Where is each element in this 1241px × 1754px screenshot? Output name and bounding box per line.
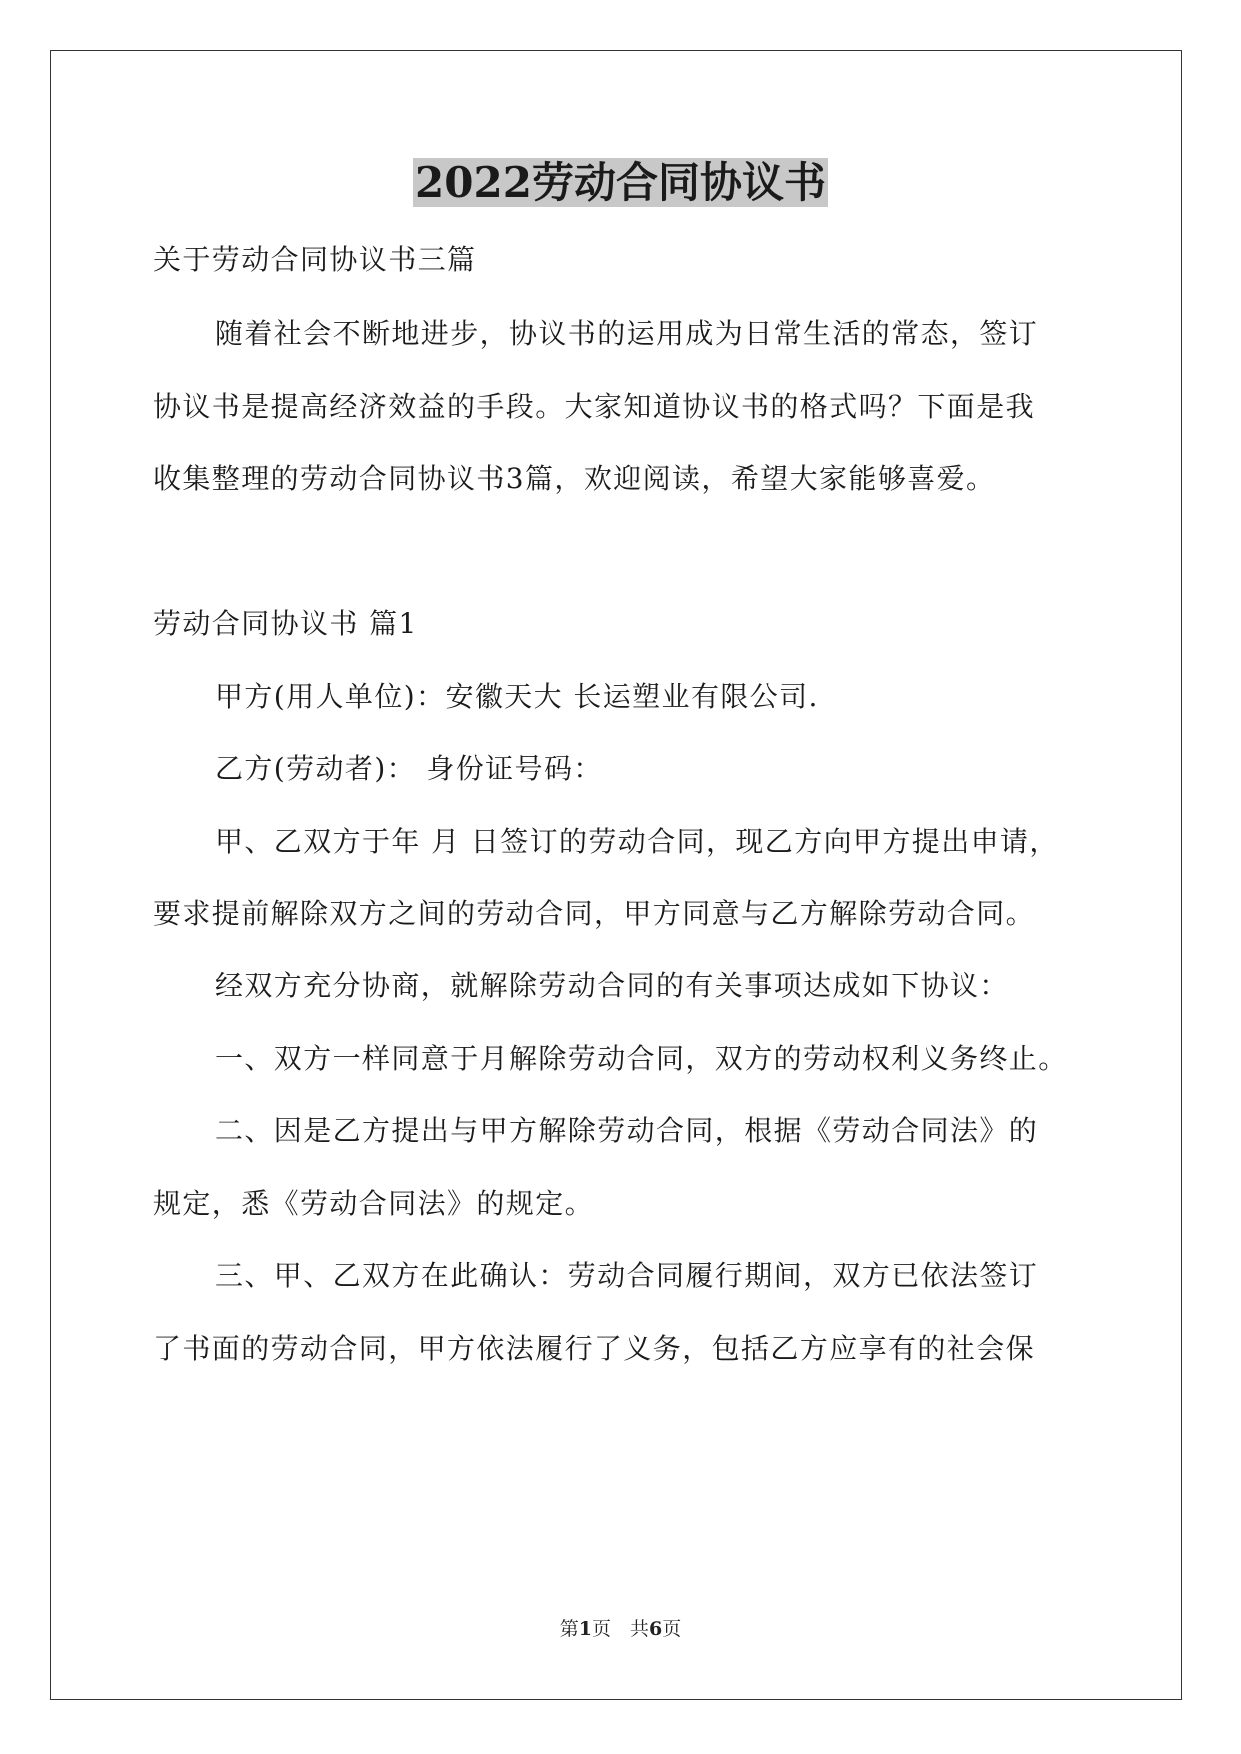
intro-line-3: 收集整理的劳动合同协议书3篇，欢迎阅读，希望大家能够喜爱。	[153, 462, 996, 495]
section-heading: 劳动合同协议书 篇1	[153, 607, 418, 640]
body-line-3: 经双方充分协商，就解除劳动合同的有关事项达成如下协议：	[215, 969, 1009, 1002]
body-line-1: 甲、乙双方于年 月 日签订的劳动合同，现乙方向甲方提出申请，	[215, 825, 1059, 858]
page-footer	[0, 1617, 1241, 1641]
intro-line-1: 随着社会不断地进步，协议书的运用成为日常生活的常态，签订	[215, 317, 1039, 350]
page-total: 6	[649, 1618, 663, 1640]
party-a: 甲方(用人单位)：安徽天大 长运塑业有限公司.	[215, 680, 819, 713]
document-subtitle: 关于劳动合同协议书三篇	[153, 243, 477, 276]
page-current: 1	[578, 1618, 592, 1640]
page-mid: 页 共	[591, 1618, 649, 1640]
body-line-6: 规定，悉《劳动合同法》的规定。	[153, 1187, 595, 1220]
page-suffix: 页	[662, 1618, 682, 1640]
document-title	[0, 155, 1241, 211]
body-line-4: 一、双方一样同意于月解除劳动合同，双方的劳动权利义务终止。	[215, 1042, 1068, 1075]
document-title-text: 2022劳动合同协议书	[415, 158, 826, 207]
body-line-2: 要求提前解除双方之间的劳动合同，甲方同意与乙方解除劳动合同。	[153, 897, 1036, 930]
intro-line-2: 协议书是提高经济效益的手段。大家知道协议书的格式吗？下面是我	[153, 390, 1036, 423]
body-line-5: 二、因是乙方提出与甲方解除劳动合同，根据《劳动合同法》的	[215, 1114, 1039, 1147]
body-line-8: 了书面的劳动合同，甲方依法履行了义务，包括乙方应享有的社会保	[153, 1332, 1036, 1365]
page-border	[50, 50, 1182, 1700]
body-line-7: 三、甲、乙双方在此确认：劳动合同履行期间，双方已依法签订	[215, 1259, 1039, 1292]
party-b: 乙方(劳动者)： 身份证号码：	[215, 752, 603, 785]
page-prefix: 第	[559, 1618, 579, 1640]
